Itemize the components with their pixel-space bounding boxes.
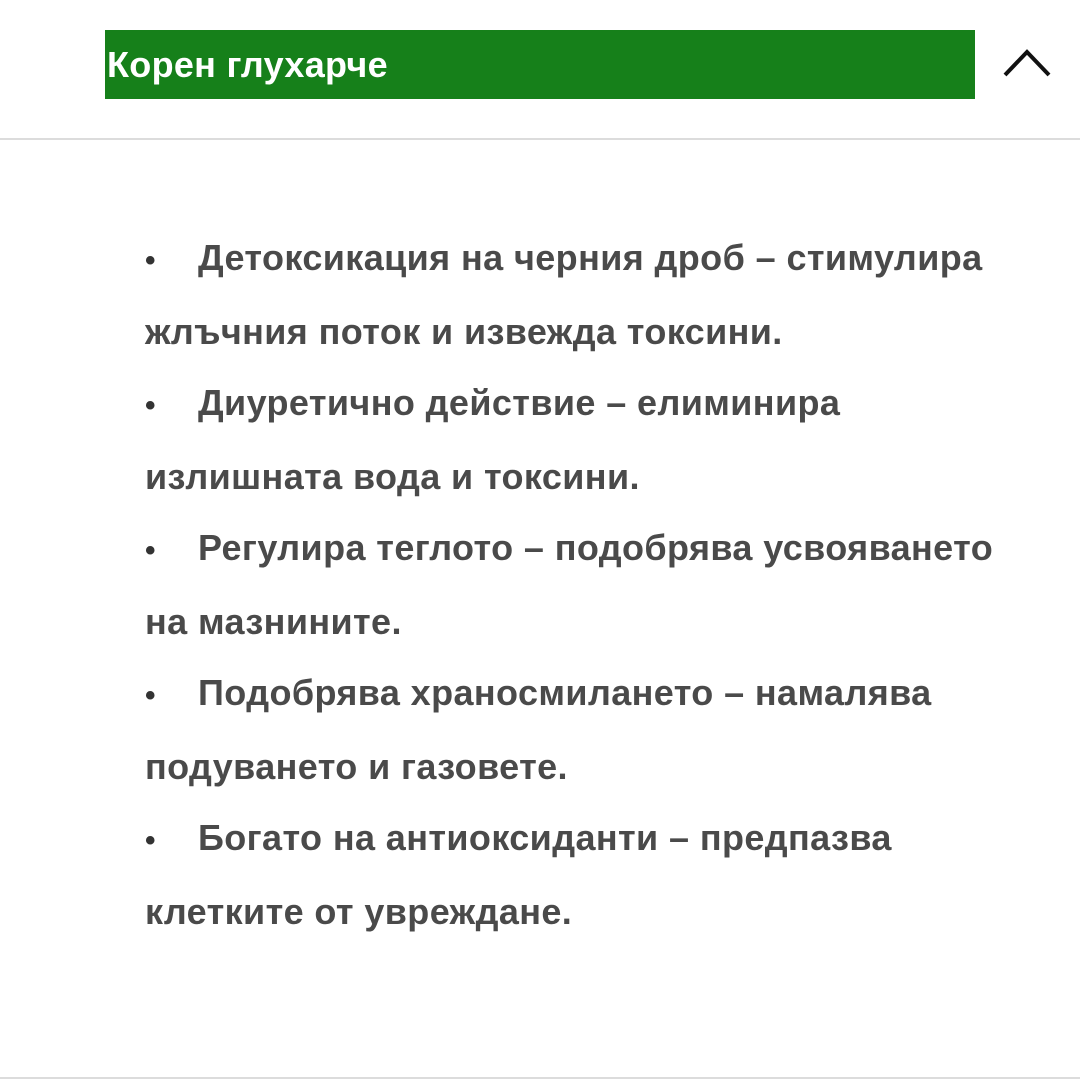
bullet-icon: • (145, 824, 156, 857)
bullet-icon: • (145, 534, 156, 567)
benefits-list (145, 222, 1005, 947)
bottom-divider (0, 1077, 1080, 1079)
list-item (145, 222, 1005, 367)
bullet-icon: • (145, 244, 156, 277)
list-item-text: Диуретично действие – елиминира излишната вода и токсини. (145, 382, 841, 497)
accordion-title-bar[interactable] (105, 30, 975, 99)
chevron-up-icon (998, 38, 1056, 86)
accordion-content (0, 140, 1080, 1078)
accordion-header[interactable] (0, 0, 1080, 140)
list-item-text: Богато на антиоксиданти – предпазва клетките от увреждане. (145, 817, 892, 932)
list-item (145, 657, 1005, 802)
accordion-title: Корен глухарче (107, 43, 388, 85)
list-item-text: Подобрява храносмилането – намалява подуването и газовете. (145, 672, 932, 787)
collapse-toggle-button[interactable] (998, 38, 1056, 86)
bullet-icon: • (145, 679, 156, 712)
list-item (145, 802, 1005, 947)
bullet-icon: • (145, 389, 156, 422)
list-item-text: Регулира теглото – подобрява усвояването на мазнините. (145, 527, 994, 642)
list-item-text: Детоксикация на черния дроб – стимулира жлъчния поток и извежда токсини. (145, 237, 983, 352)
list-item (145, 512, 1005, 657)
list-item (145, 367, 1005, 512)
